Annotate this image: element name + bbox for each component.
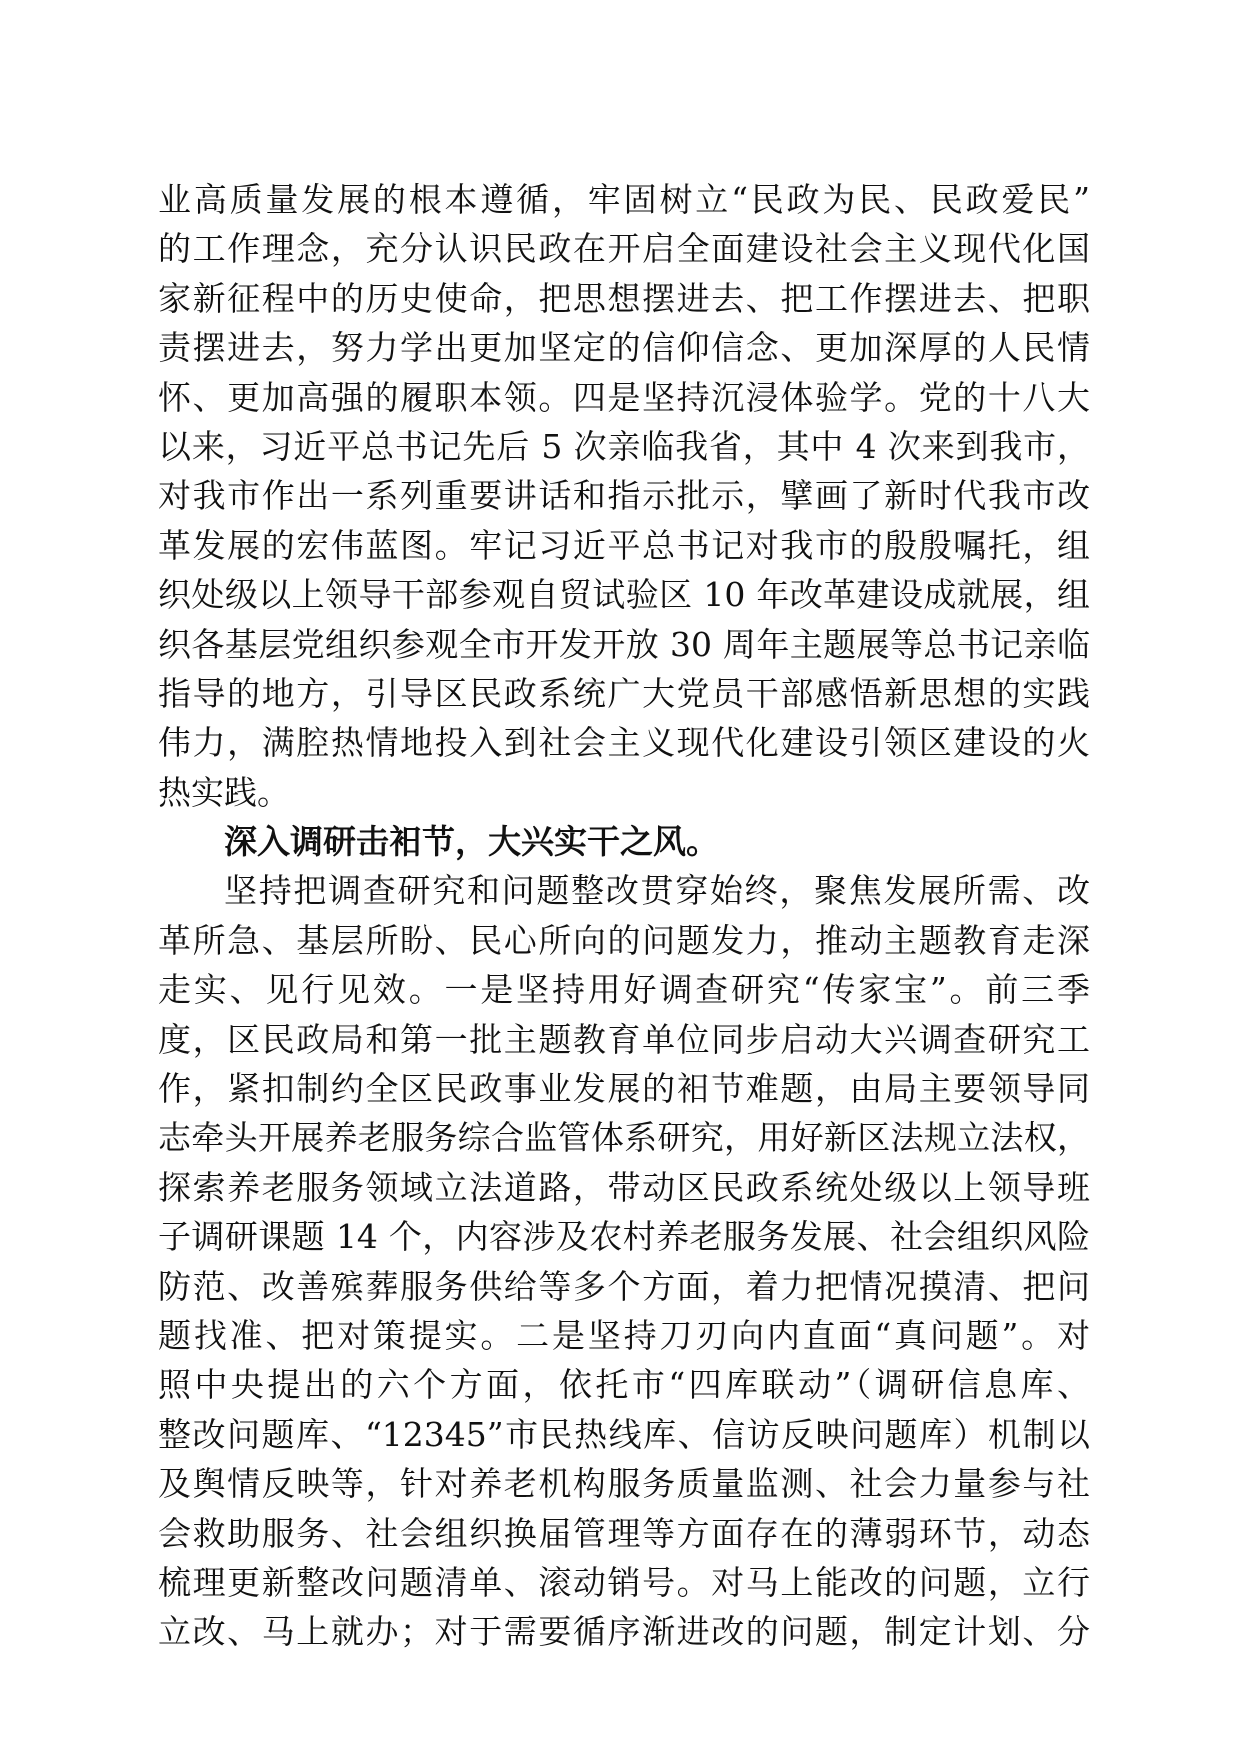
text-line: 的工作理念，充分认识民政在开启全面建设社会主义现代化国: [158, 229, 1090, 269]
text-line: 题找准、把对策提实。二是坚持刀刃向内直面“真问题”。对: [158, 1315, 1090, 1355]
text-line: 度，区民政局和第一批主题教育单位同步启动大兴调查研究工: [158, 1019, 1090, 1059]
text-line: 革发展的宏伟蓝图。牢记习近平总书记对我市的殷殷嘱托，组: [158, 525, 1090, 565]
text-line: 子调研课题 14 个，内容涉及农村养老服务发展、社会组织风险: [158, 1217, 1090, 1257]
text-line: 家新征程中的历史使命，把思想摆进去、把工作摆进去、把职: [158, 278, 1090, 318]
text-line: 伟力，满腔热情地投入到社会主义现代化建设引领区建设的火: [158, 723, 1090, 763]
paragraph-continued: [158, 175, 1090, 817]
text-line: 责摆进去，努力学出更加坚定的信仰信念、更加深厚的人民情: [158, 328, 1090, 368]
text-line: 坚持把调查研究和问题整改贯穿始终，聚焦发展所需、改: [224, 871, 1090, 911]
text-line: 指导的地方，引导区民政系统广大党员干部感悟新思想的实践: [158, 673, 1090, 713]
text-line: 革所急、基层所盼、民心所向的问题发力，推动主题教育走深: [158, 920, 1090, 960]
text-line: 热实践。: [158, 772, 290, 812]
text-line: 立改、马上就办；对于需要循序渐进改的问题，制定计划、分: [158, 1612, 1090, 1652]
text-line: 及舆情反映等，针对养老机构服务质量监测、社会力量参与社: [158, 1464, 1090, 1504]
text-line: 防范、改善殡葬服务供给等多个方面，着力把情况摸清、把问: [158, 1266, 1090, 1306]
text-line: 业高质量发展的根本遵循，牢固树立“民政为民、民政爱民”: [158, 180, 1090, 219]
text-line: 织处级以上领导干部参观自贸试验区 10 年改革建设成就展，组: [158, 575, 1090, 615]
text-line: 会救助服务、社会组织换届管理等方面存在的薄弱环节，动态: [158, 1513, 1090, 1553]
text-line: 志牵头开展养老服务综合监管体系研究，用好新区法规立法权，: [158, 1118, 1090, 1158]
text-line: 怀、更加高强的履职本领。四是坚持沉浸体验学。党的十八大: [158, 377, 1090, 417]
text-line: 以来，习近平总书记先后 5 次亲临我省，其中 4 次来到我市，: [158, 426, 1090, 466]
paragraph-research: [158, 866, 1090, 1656]
text-line: 梳理更新整改问题清单、滚动销号。对马上能改的问题，立行: [158, 1562, 1090, 1602]
document-body: [158, 175, 1090, 1657]
text-line: 探索养老服务领域立法道路，带动区民政系统处级以上领导班: [158, 1167, 1090, 1207]
text-line: 对我市作出一系列重要讲话和指示批示，擘画了新时代我市改: [158, 476, 1090, 516]
text-line: 照中央提出的六个方面，依托市“四库联动”（调研信息库、: [158, 1365, 1090, 1405]
section-heading: 深入调研击衵节，大兴实干之风。: [224, 822, 719, 862]
text-line: 织各基层党组织参观全市开发开放 30 周年主题展等总书记亲临: [158, 624, 1090, 664]
text-line: 走实、见行见效。一是坚持用好调查研究“传家宝”。前三季: [158, 970, 1090, 1010]
text-line: 整改问题库、“12345”市民热线库、信访反映问题库）机制以: [158, 1414, 1090, 1454]
text-line: 作，紧扣制约全区民政事业发展的衵节难题，由局主要领导同: [158, 1069, 1090, 1109]
